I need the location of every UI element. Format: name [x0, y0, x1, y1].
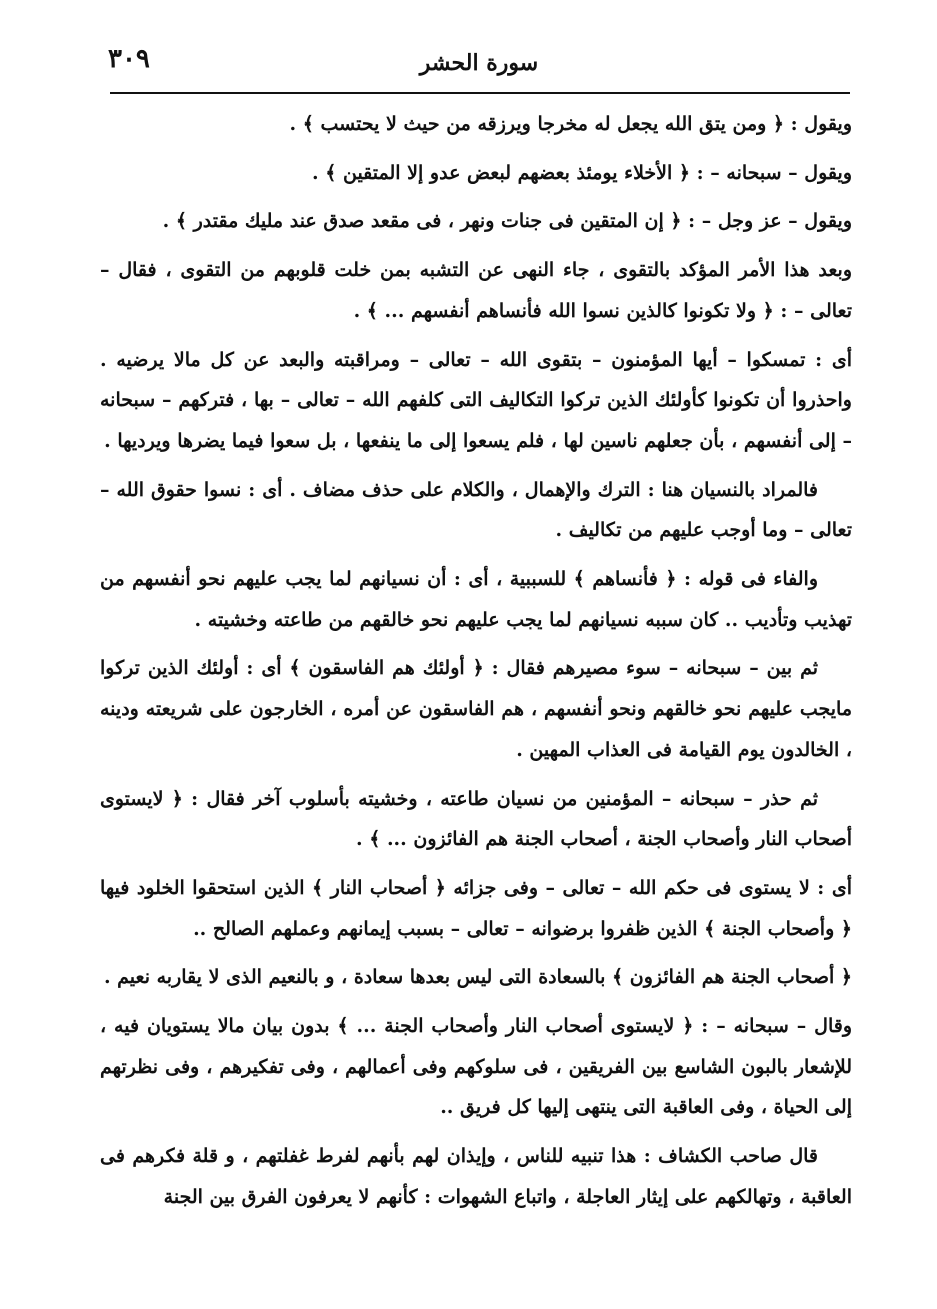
page-number: ٣٠٩	[108, 44, 150, 74]
surah-title: سورة الحشر	[419, 50, 539, 76]
paragraph: ﴿ أصحاب الجنة هم الفائزون ﴾ بالسعادة التى ليس بعدها سعادة ، و بالنعيم الذى لا يقاربه نعيم .	[103, 966, 852, 989]
paragraph: أى : لا يستوى فى حكم الله – تعالى – وفى جزائه ﴿ أصحاب النار ﴾ الذين استحقوا الخلود فيها ﴿ وأصحاب الجنة ﴾ الذين ظفروا برضوانه – تعالى – بسبب إيمانهم وعملهم الصالح ..	[100, 876, 852, 940]
paragraph: ويقول – سبحانه – : ﴿ الأخلاء يومئذ بعضهم لبعض عدو إلا المتقين ﴾ .	[312, 161, 852, 184]
paragraph: ويقول : ﴿ ومن يتق الله يجعل له مخرجا ويرزقه من حيث لا يحتسب ﴾ .	[289, 113, 852, 135]
header-divider	[110, 92, 850, 94]
paragraph: وبعد هذا الأمر المؤكد بالتقوى ، جاء النهى عن التشبه بمن خلت قلوبهم من التقوى ، فقال – تعالى – : ﴿ ولا تكونوا كالذين نسوا الله فأنساهم أنفسهم ... ﴾ .	[100, 259, 852, 322]
page-body	[100, 104, 852, 1226]
paragraph: ثم بين – سبحانه – سوء مصيرهم فقال : ﴿ أولئك هم الفاسقون ﴾ أى : أولئك الذين تركوا مايجب عليهم نحو خالقهم ونحو أنفسهم ، هم الفاسقون عن أمره ، الخارجون على شريعته ودينه ، الخالدون يوم القيامة فى العذاب المهين .	[100, 657, 852, 761]
paragraph: أى : تمسكوا – أيها المؤمنون – بتقوى الله – تعالى – ومراقبته والبعد عن كل مالا يرضيه . واحذروا أن تكونوا كأولئك الذين تركوا التكاليف التى كلفهم الله – تعالى – بها ، فتركهم – سبحانه – إلى أنفسهم ، بأن جعلهم ناسين لها ، فلم يسعوا إلى ما ينفعها ، بل سعوا فيما يضرها ويرديها .	[100, 348, 852, 452]
paragraph: وقال – سبحانه – : ﴿ لايستوى أصحاب النار وأصحاب الجنة ... ﴾ بدون بيان مالا يستويان فيه ، للإشعار بالبون الشاسع بين الفريقين ، فى سلوكهم وفى أعمالهم ، وفى تفكيرهم ، وفى نظرتهم إلى الحياة ، وفى العاقبة التى ينتهى إليها كل فريق ..	[100, 1015, 852, 1119]
paragraph: فالمراد بالنسيان هنا : الترك والإهمال ، والكلام على حذف مضاف . أى : نسوا حقوق الله – تعالى – وما أوجب عليهم من تكاليف .	[100, 478, 852, 542]
page-header	[108, 40, 850, 90]
paragraph: والفاء فى قوله : ﴿ فأنساهم ﴾ للسببية ، أى : أن نسيانهم لما يجب عليهم نحو أنفسهم من تهذيب وتأديب .. كان سببه نسيانهم لما يجب عليهم نحو خالقهم من طاعته وخشيته .	[100, 568, 852, 631]
paragraph: قال صاحب الكشاف : هذا تنبيه للناس ، وإيذان لهم بأنهم لفرط غفلتهم ، و قلة فكرهم فى العاقبة ، وتهالكهم على إيثار العاجلة ، واتباع الشهوات : كأنهم لا يعرفون الفرق بين الجنة	[100, 1145, 852, 1208]
paragraph: ثم حذر – سبحانه – المؤمنين من نسيان طاعته ، وخشيته بأسلوب آخر فقال : ﴿ لايستوى أصحاب النار وأصحاب الجنة ، أصحاب الجنة هم الفائزون ... ﴾ .	[100, 787, 852, 851]
paragraph: ويقول – عز وجل – : ﴿ إن المتقين فى جنات ونهر ، فى مقعد صدق عند مليك مقتدر ﴾ .	[162, 210, 852, 233]
